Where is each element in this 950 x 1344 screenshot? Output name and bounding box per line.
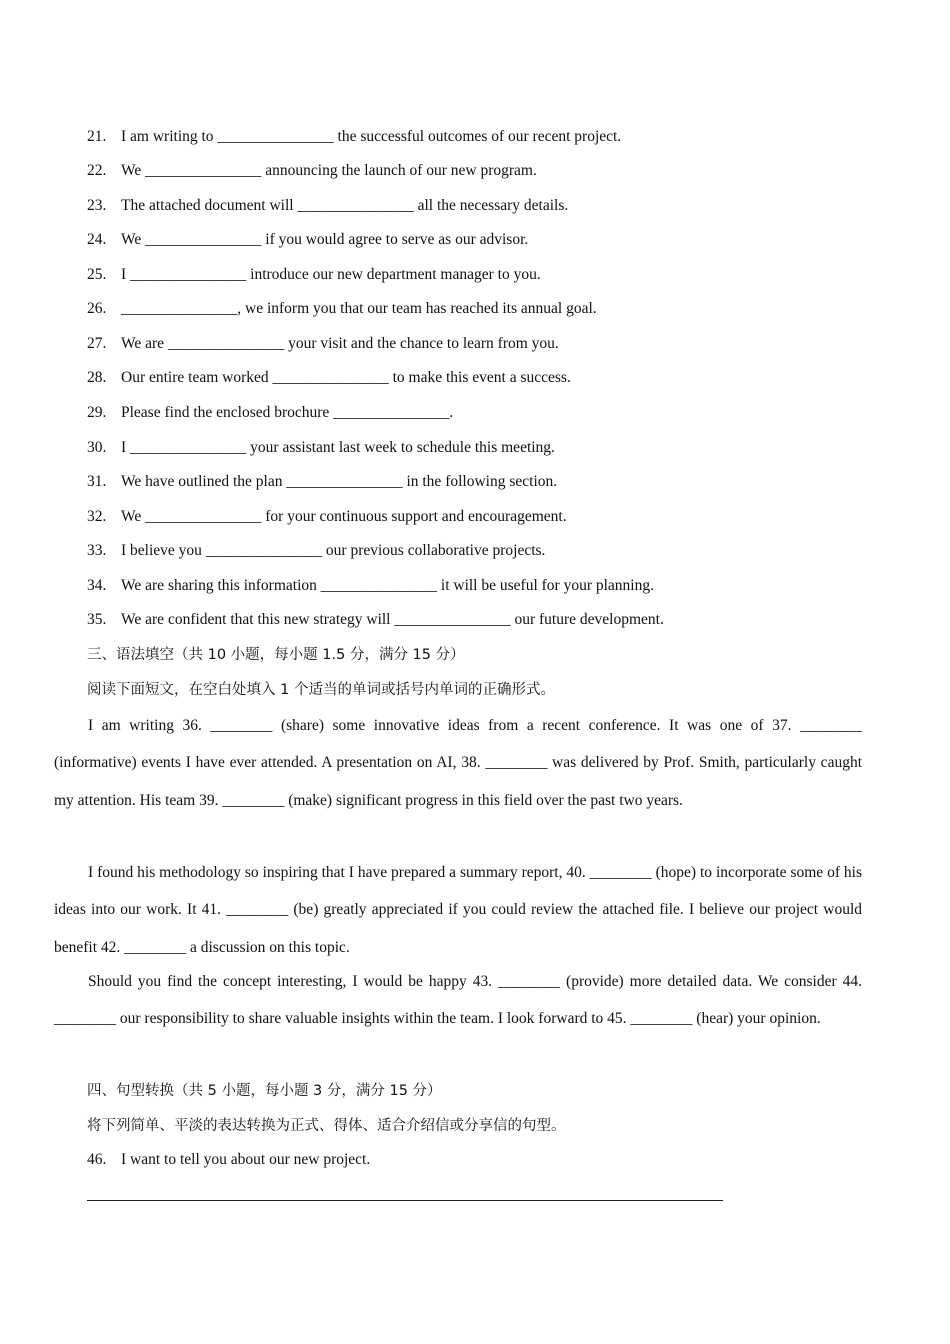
question-30: 30. I _______________ your assistant last week to schedule this meeting. xyxy=(87,439,555,456)
passage-paragraph-3: Should you find the concept interesting, I would be happy 43. ________ (provide) more detailed data. We consider 44. ________ our responsibility to share valuable insights within the team. I look forward to 45. ________ (hear) your opinion. xyxy=(54,973,862,1028)
question-34: 34. We are sharing this information _______________ it will be useful for your planning. xyxy=(87,577,654,594)
question-46: 46. I want to tell you about our new project. xyxy=(87,1151,371,1168)
section4-heading: 四、句型转换（共 5 小题，每小题 3 分，满分 15 分） xyxy=(87,1083,442,1099)
question-22: 22. We _______________ announcing the launch of our new program. xyxy=(87,162,537,179)
passage-paragraph-2: I found his methodology so inspiring that I have prepared a summary report, 40. ________ (hope) to incorporate some of his ideas into our work. It 41. ________ (be) greatly appreciated if you could review the attached file. I believe our project would benefit 42. ________ a discussion on this topic. xyxy=(54,864,862,956)
passage-paragraph-1: I am writing 36. ________ (share) some innovative ideas from a recent conference. It was one of 37. ________ (informative) events I have ever attended. A presentation on AI, 38. ________ was delivered by Prof. Smith, particularly caught my attention. His team 39. ________ (make) significant progress in this field over the past two years. xyxy=(54,717,862,809)
question-28: 28. Our entire team worked _______________ to make this event a success. xyxy=(87,369,571,386)
answer-line-46[interactable] xyxy=(87,1200,723,1201)
question-35: 35. We are confident that this new strategy will _______________ our future development. xyxy=(87,611,664,628)
question-23: 23. The attached document will _______________ all the necessary details. xyxy=(87,197,569,214)
question-26: 26. _______________, we inform you that our team has reached its annual goal. xyxy=(87,300,597,317)
question-29: 29. Please find the enclosed brochure _______________. xyxy=(87,404,454,421)
question-33: 33. I believe you _______________ our previous collaborative projects. xyxy=(87,542,546,559)
question-25: 25. I _______________ introduce our new department manager to you. xyxy=(87,266,541,283)
question-24: 24. We _______________ if you would agree to serve as our advisor. xyxy=(87,231,529,248)
section3-instruction: 阅读下面短文，在空白处填入 1 个适当的单词或括号内单词的正确形式。 xyxy=(87,682,555,698)
question-32: 32. We _______________ for your continuous support and encouragement. xyxy=(87,508,567,525)
question-31: 31. We have outlined the plan _______________ in the following section. xyxy=(87,473,558,490)
section4-instruction: 将下列简单、平淡的表达转换为正式、得体、适合介绍信或分享信的句型。 xyxy=(87,1118,566,1134)
question-21: 21. I am writing to _______________ the successful outcomes of our recent project. xyxy=(87,128,622,145)
section3-heading: 三、语法填空（共 10 小题，每小题 1.5 分，满分 15 分） xyxy=(87,647,465,663)
question-27: 27. We are _______________ your visit and the chance to learn from you. xyxy=(87,335,559,352)
